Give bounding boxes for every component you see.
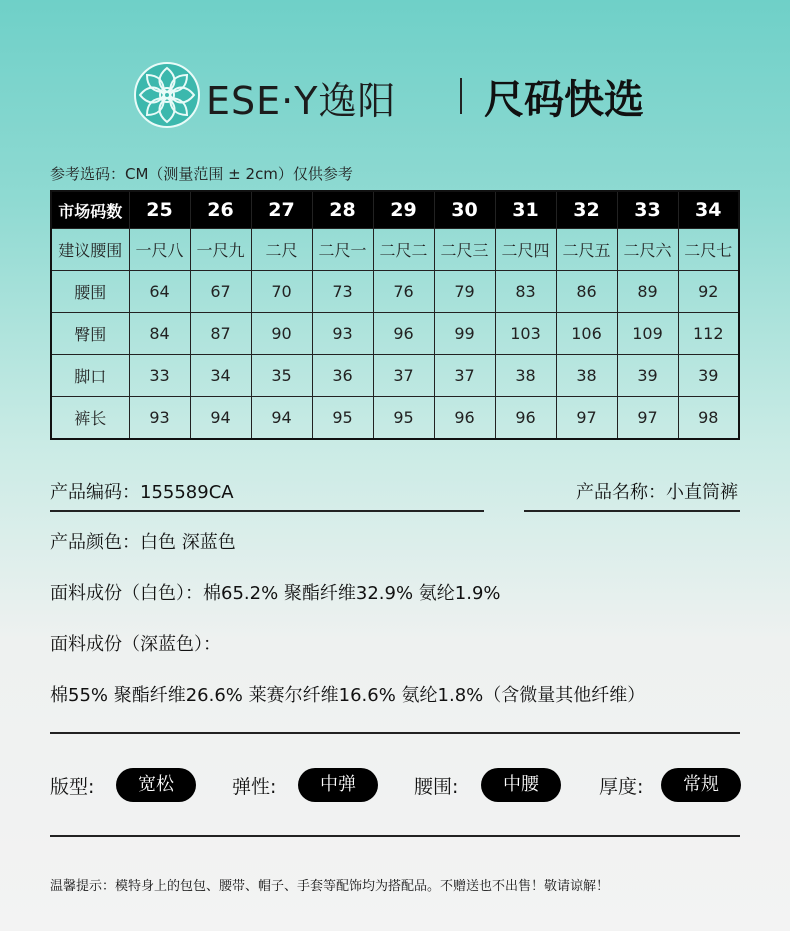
table-cell: 86 [556, 271, 617, 313]
table-cell: 95 [312, 397, 373, 440]
attribute-pill: 宽松 [116, 768, 196, 802]
table-cell: 103 [495, 313, 556, 355]
fabric-navy: 棉55% 聚酯纤维26.6% 莱赛尔纤维16.6% 氨纶1.8%（含微量其他纤维） [50, 685, 646, 706]
table-cell: 64 [129, 271, 190, 313]
attribute-pill: 常规 [661, 768, 741, 802]
footer-note: 温馨提示：模特身上的包包、腰带、帽子、手套等配饰均为搭配品。不赠送也不出售！敬请谅解！ [50, 879, 610, 894]
table-cell: 94 [251, 397, 312, 440]
page-title: 尺码快选 [484, 77, 644, 123]
table-row [51, 271, 739, 313]
divider-line [50, 732, 740, 734]
table-cell: 73 [312, 271, 373, 313]
table-cell: 二尺 [251, 229, 312, 271]
product-name: 产品名称：小直筒裤 [576, 482, 738, 503]
row-label: 裤长 [51, 397, 129, 440]
table-cell: 97 [617, 397, 678, 440]
table-cell: 35 [251, 355, 312, 397]
attribute-label: 弹性: [232, 776, 277, 798]
table-cell: 39 [617, 355, 678, 397]
table-cell: 106 [556, 313, 617, 355]
attribute-label: 厚度: [599, 776, 644, 798]
attributes-row [50, 768, 740, 804]
table-cell: 96 [373, 313, 434, 355]
table-cell: 34 [190, 355, 251, 397]
table-row [51, 313, 739, 355]
table-cell: 96 [434, 397, 495, 440]
size-header-label: 市场码数 [51, 191, 129, 229]
size-header-row [51, 191, 739, 229]
table-cell: 37 [434, 355, 495, 397]
table-cell: 79 [434, 271, 495, 313]
table-row [51, 397, 739, 440]
table-cell: 一尺八 [129, 229, 190, 271]
row-label: 脚口 [51, 355, 129, 397]
header-divider [460, 78, 462, 114]
table-cell: 93 [129, 397, 190, 440]
product-code: 产品编码：155589CA [50, 482, 234, 503]
fabric-white: 面料成份（白色）：棉65.2% 聚酯纤维32.9% 氨纶1.9% [50, 583, 501, 604]
table-cell: 70 [251, 271, 312, 313]
table-cell: 一尺九 [190, 229, 251, 271]
size-header-cell: 31 [495, 191, 556, 229]
table-cell: 二尺二 [373, 229, 434, 271]
attribute-pill: 中腰 [481, 768, 561, 802]
brand-name: ESE·Y逸阳 [206, 79, 397, 123]
table-cell: 89 [617, 271, 678, 313]
size-header-cell: 27 [251, 191, 312, 229]
size-header-cell: 30 [434, 191, 495, 229]
table-row [51, 355, 739, 397]
size-header-cell: 32 [556, 191, 617, 229]
row-label: 建议腰围 [51, 229, 129, 271]
table-cell: 96 [495, 397, 556, 440]
table-cell: 90 [251, 313, 312, 355]
table-cell: 112 [678, 313, 739, 355]
table-cell: 37 [373, 355, 434, 397]
size-header-cell: 29 [373, 191, 434, 229]
table-cell: 38 [556, 355, 617, 397]
table-cell: 87 [190, 313, 251, 355]
size-header-cell: 33 [617, 191, 678, 229]
table-cell: 二尺六 [617, 229, 678, 271]
table-cell: 99 [434, 313, 495, 355]
divider-line [524, 510, 740, 512]
attribute-pill: 中弹 [298, 768, 378, 802]
product-colors: 产品颜色：白色 深蓝色 [50, 532, 236, 553]
table-cell: 109 [617, 313, 678, 355]
table-cell: 98 [678, 397, 739, 440]
table-cell: 二尺四 [495, 229, 556, 271]
row-label: 臀围 [51, 313, 129, 355]
size-header-cell: 25 [129, 191, 190, 229]
size-header-cell: 28 [312, 191, 373, 229]
table-cell: 93 [312, 313, 373, 355]
divider-line [50, 835, 740, 837]
table-cell: 97 [556, 397, 617, 440]
divider-line [50, 510, 484, 512]
table-cell: 84 [129, 313, 190, 355]
header [0, 60, 790, 136]
row-label: 腰围 [51, 271, 129, 313]
reference-note: 参考选码：CM（测量范围 ± 2cm）仅供参考 [50, 165, 353, 183]
table-cell: 二尺五 [556, 229, 617, 271]
table-cell: 76 [373, 271, 434, 313]
size-header-cell: 26 [190, 191, 251, 229]
table-cell: 67 [190, 271, 251, 313]
table-cell: 二尺七 [678, 229, 739, 271]
table-cell: 33 [129, 355, 190, 397]
table-cell: 36 [312, 355, 373, 397]
table-cell: 94 [190, 397, 251, 440]
table-cell: 39 [678, 355, 739, 397]
table-cell: 38 [495, 355, 556, 397]
table-cell: 二尺一 [312, 229, 373, 271]
size-table [50, 190, 740, 440]
attribute-label: 腰围: [414, 776, 459, 798]
attribute-label: 版型: [50, 776, 95, 798]
table-row [51, 229, 739, 271]
table-cell: 92 [678, 271, 739, 313]
fabric-navy-label: 面料成份（深蓝色）： [50, 634, 221, 655]
table-cell: 95 [373, 397, 434, 440]
table-cell: 二尺三 [434, 229, 495, 271]
size-header-cell: 34 [678, 191, 739, 229]
table-cell: 83 [495, 271, 556, 313]
flower-logo-icon [134, 62, 200, 128]
